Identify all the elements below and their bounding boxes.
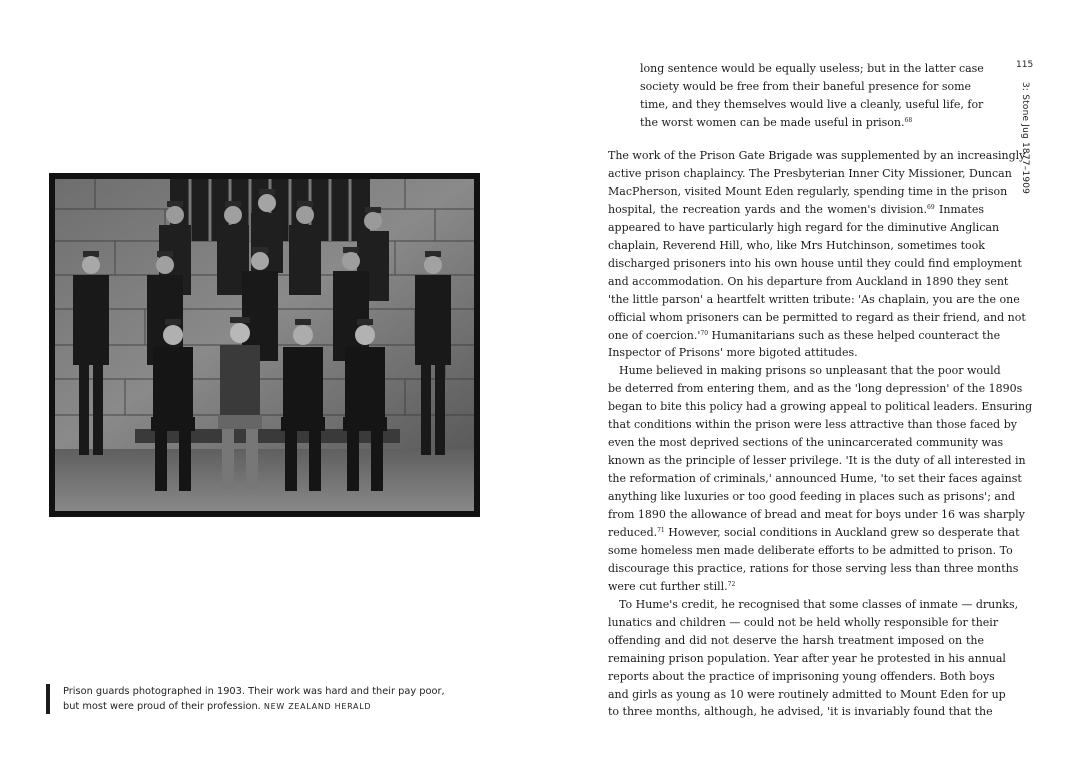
text-line [608,344,984,362]
text-line [608,183,1008,201]
text-line [608,147,1026,165]
text-line [608,380,1023,398]
text-line [608,165,1012,183]
footnote-marker[interactable]: 72 [727,580,736,588]
text-line [608,309,1026,327]
text-line-content: MacPherson, visited Mount Eden regularly, spending time in the prison [608,184,1008,198]
text-line-content: the reformation of criminals,' announced Hume, 'to set their faces against [608,472,1022,486]
text-line-content: reports about the practice of imprisoning young offenders. Both boys [608,669,995,683]
footnote-marker[interactable]: 71 [657,526,665,534]
text-line-content: from 1890 the allowance of bread and meat for boys under 16 was sharply [608,508,1025,521]
text-line-content: the worst women can be made useful in prison. [640,115,905,129]
text-line-content: time, and they themselves would live a cleanly, useful life, for [640,97,984,111]
text-line-continuation: Inmates [934,202,984,216]
caption-text: Prison guards photographed in 1903. Their work was hard and their pay poor, but most were proud of their profession. [63,686,445,712]
text-line-content: began to bite this policy had a growing appeal to political leaders. Ensuring [608,400,1033,414]
text-line [608,434,1004,452]
text-line [608,237,984,255]
text-line-content: one of coercion.' [608,328,701,342]
text-line-content: offending and did not deserve the harsh treatment imposed on the [608,633,984,647]
text-line-content: Hume believed in making prisons so unpleasant that the poor would [619,364,1001,378]
text-line [608,686,1006,704]
text-line [608,219,1000,237]
text-line-content: and girls as young as 10 were routinely admitted to Mount Eden for up [608,687,1006,701]
historical-photo [49,173,480,517]
photo-credit: NEW ZEALAND HERALD [263,702,372,711]
text-line-content: discharged prisoners into his own house until they could find employment [608,256,1022,270]
text-line-content: even the most deprived sections of the unincarcerated community was [608,436,1004,450]
text-line-content: some homeless men made deliberate efforts to be admitted to prison. To [608,543,1013,557]
text-line [640,60,984,78]
text-line [608,255,1022,273]
text-line-content: The work of the Prison Gate Brigade was supplemented by an increasingly [608,149,1026,162]
text-line-content: long sentence would be equally useless; but in the latter case [640,62,984,75]
text-line [608,398,1033,416]
text-line-continuation: Humanitarians such as these helped counteract the [708,328,1001,342]
text-line-content: remaining prison population. Year after year he protested in his annual [608,651,1006,665]
text-line-content: known as the principle of lesser privilege. 'It is the duty of all interested in [608,454,1026,468]
text-line [608,650,1006,668]
text-line-content: reduced. [608,525,658,539]
text-line [608,506,1025,524]
text-line [608,273,1009,291]
text-line-continuation: However, social conditions in Auckland grew so desperate that [664,525,1020,539]
text-line [608,614,999,632]
text-line [608,632,984,650]
text-line [608,362,1001,380]
text-line-content: Inspector of Prisons' more bigoted attitudes. [608,346,858,360]
text-line [640,78,972,96]
footnote-marker[interactable]: 68 [904,116,913,124]
text-line-content: to three months, although, he advised, 'it is invariably found that the [608,705,993,719]
text-line-content: 'the little parson' a heartfelt written tribute: 'As chaplain, you are the one [608,292,1020,306]
text-line-content: and accommodation. On his departure from Auckland in 1890 they sent [608,274,1009,288]
text-line [608,596,1019,614]
text-line [608,560,1019,578]
text-line [608,327,1001,345]
text-line [608,524,1020,542]
footnote-marker[interactable]: 69 [927,203,935,211]
text-line-content: official whom prisoners can be permitted to regard as their friend, and not [608,310,1026,324]
text-line [608,470,1022,488]
prison-guards-photo-image [55,179,474,511]
text-line-content: were cut further still. [608,579,728,593]
text-line [608,291,1020,309]
text-line [608,488,1016,506]
text-line-content: To Hume's credit, he recognised that some classes of inmate — drunks, [619,597,1019,611]
footnote-marker[interactable]: 70 [700,329,709,337]
text-line [640,96,984,114]
text-line-content: be deterred from entering them, and as the 'long depression' of the 1890s [608,382,1023,396]
text-line [608,416,1017,434]
running-head: 3: Stone Jug 1877–1909 [1020,82,1030,195]
text-line [608,578,984,596]
text-line-content: that conditions within the prison were less attractive than those faced by [608,418,1017,432]
text-line-content: lunatics and children — could not be held wholly responsible for their [608,615,999,629]
text-line [608,452,1026,470]
text-line-content: active prison chaplaincy. The Presbyterian Inner City Missioner, Duncan [608,166,1012,180]
text-line-content: anything like luxuries or too good feeding in places such as prisons'; and [608,490,1016,504]
text-line [608,668,995,686]
text-line [608,542,1013,560]
text-line [608,201,984,219]
text-line-content: society would be free from their baneful presence for some [640,79,972,93]
text-line [608,703,993,721]
photo-caption [46,684,453,714]
text-line-content: hospital, the recreation yards and the women's division. [608,202,928,216]
text-line-content: appeared to have particularly high regard for the diminutive Anglican [608,220,1000,234]
text-line [640,114,960,132]
text-line-content: discourage this practice, rations for those serving less than three months [608,561,1019,575]
text-line-content: chaplain, Reverend Hill, who, like Mrs Hutchinson, sometimes took [608,238,985,252]
page-number: 115 [1016,60,1034,70]
